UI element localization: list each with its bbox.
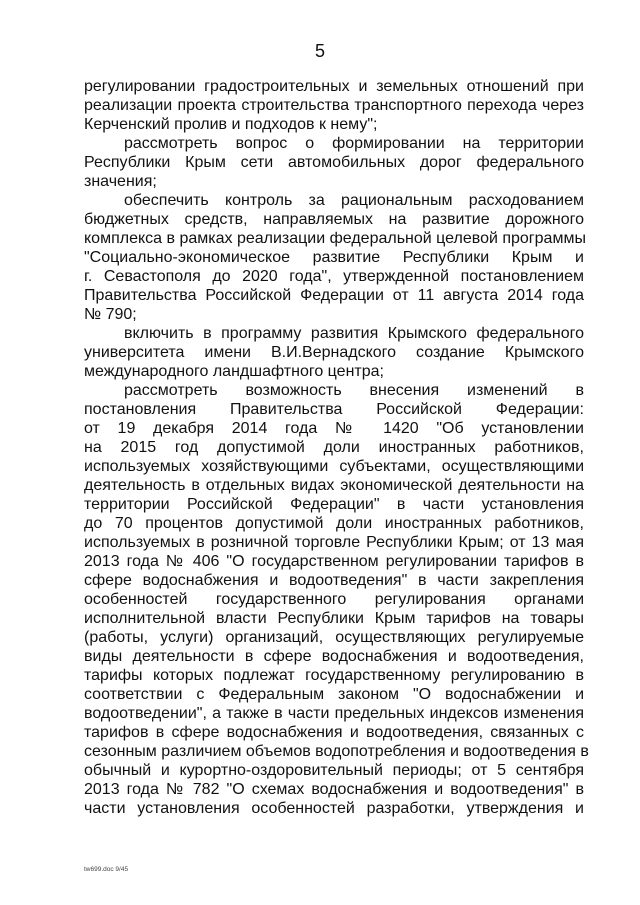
text-line: рассмотреть возможность внесения изменений в — [124, 382, 584, 399]
text-line: бюджетных средств, направляемых на развитие дорожного — [84, 211, 584, 228]
text-line: исполнительной власти Республики Крым тарифов на товары — [84, 610, 584, 627]
text-line: водоотведении", а также в части предельных индексов изменения — [84, 705, 584, 722]
text-line: международного ландшафтного центра; — [84, 363, 384, 380]
text-line: соответствии с Федеральным законом "О водоснабжении и — [84, 686, 584, 703]
text-line: регулировании градостроительных и земельных отношений при — [84, 78, 584, 95]
text-line: обеспечить контроль за рациональным расходованием — [124, 192, 584, 209]
text-line: на 2015 год допустимой доли иностранных работников, — [84, 439, 584, 456]
text-line: № 790; — [84, 306, 137, 323]
text-line: части установления особенностей разработки, утверждения и — [84, 800, 584, 817]
text-line: 2013 года № 406 "О государственном регулировании тарифов в — [84, 553, 584, 570]
text-line: значения; — [84, 173, 157, 190]
text-line: от 19 декабря 2014 года № 1420 "Об установлении — [84, 420, 584, 437]
text-line: сфере водоснабжения и водоотведения" в части закрепления — [84, 572, 584, 589]
text-line: Республики Крым сети автомобильных дорог федерального — [84, 154, 584, 171]
text-line: территории Российской Федерации" в части установления — [84, 496, 584, 513]
text-line: университета имени В.И.Вернадского создание Крымского — [84, 344, 584, 361]
text-line: виды деятельности в сфере водоснабжения и водоотведения, — [84, 648, 584, 665]
text-line: (работы, услуги) организаций, осуществляющих регулируемые — [84, 629, 584, 646]
text-line: обычный и курортно-оздоровительный периоды; от 5 сентября — [84, 762, 584, 779]
text-line: г. Севастополя до 2020 года", утвержденной постановлением — [84, 268, 584, 285]
text-line: Правительства Российской Федерации от 11 августа 2014 года — [84, 287, 584, 304]
text-line: тарифы которых подлежат государственному регулированию в — [84, 667, 584, 684]
text-line: деятельность в отдельных видах экономической деятельности на — [84, 477, 584, 494]
text-line: "Социально-экономическое развитие Республики Крым и — [84, 249, 584, 266]
text-line: 2013 года № 782 "О схемах водоснабжения и водоотведения" в — [84, 781, 584, 798]
text-line: используемых в розничной торговле Республики Крым; от 13 мая — [84, 534, 584, 551]
text-line: постановления Правительства Российской Федерации: — [84, 401, 584, 418]
text-line: Керченский пролив и подходов к нему"; — [84, 116, 378, 133]
text-line: до 70 процентов допустимой доли иностранных работников, — [84, 515, 584, 532]
text-line: особенностей государственного регулирования органами — [84, 591, 584, 608]
text-line: комплекса в рамках реализации федеральной целевой программы — [84, 230, 586, 247]
text-line: реализации проекта строительства транспортного перехода через — [84, 97, 584, 114]
text-line: тарифов в сфере водоснабжения и водоотведения, связанных с — [84, 724, 584, 741]
text-line: рассмотреть вопрос о формировании на территории — [124, 135, 584, 152]
text-line: сезонным различием объемов водопотребления и водоотведения в — [84, 743, 589, 760]
page-number: 5 — [314, 41, 325, 61]
footer-code: tw699.doc 9/45 — [84, 866, 129, 873]
document-body — [84, 77, 589, 818]
text-line: включить в программу развития Крымского федерального — [124, 325, 584, 342]
text-line: используемых хозяйствующими субъектами, осуществляющими — [84, 458, 584, 475]
